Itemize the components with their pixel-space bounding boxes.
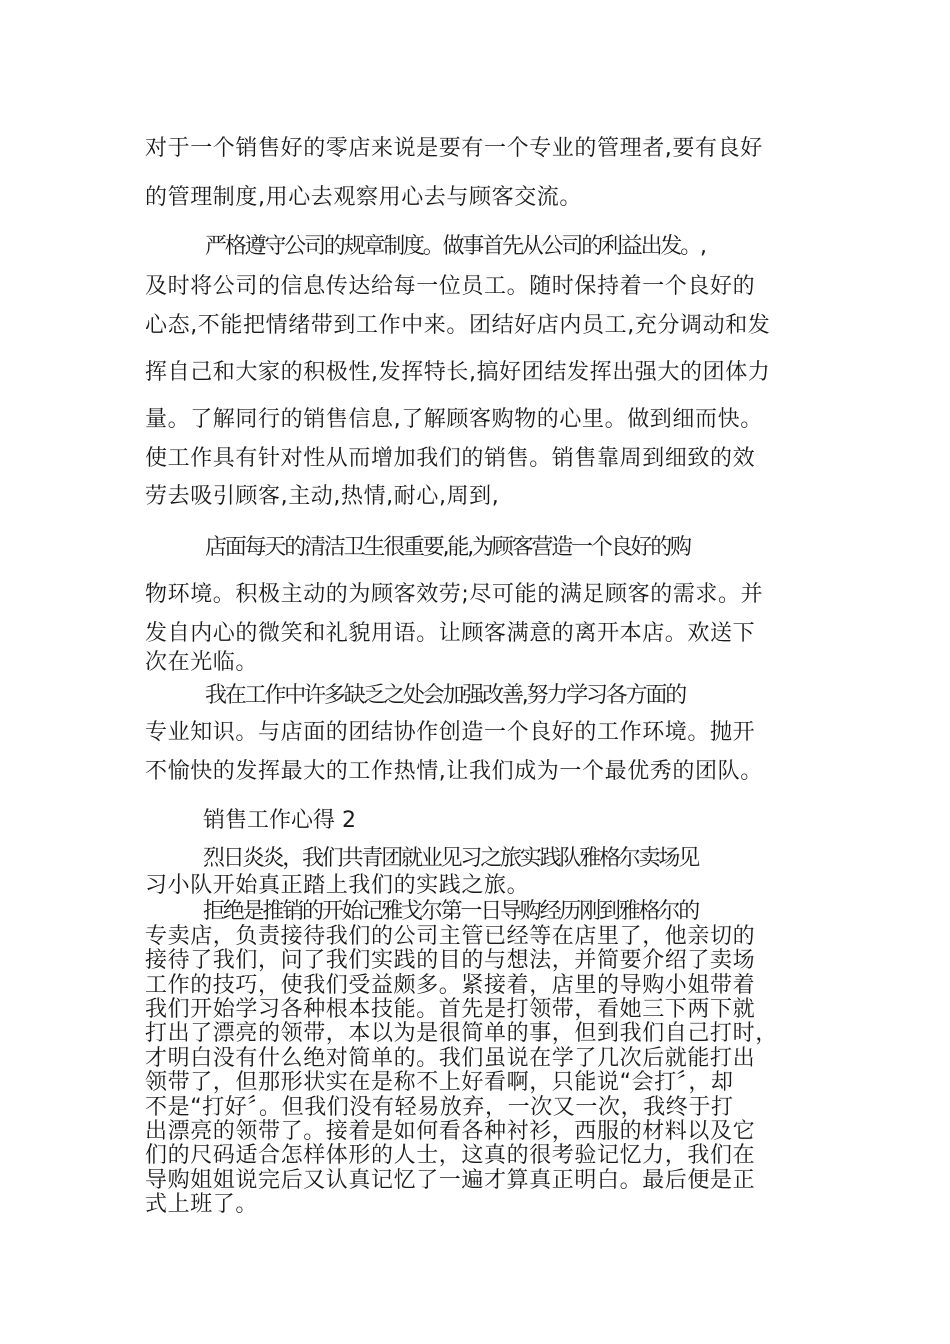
paragraph-3-line-4: 次在光临。 <box>145 650 259 675</box>
paragraph-6-line-7: 才明白没有什么绝对简单的。我们虽说在学了几次后就能打出 <box>145 1046 756 1071</box>
paragraph-2-line-6: 使工作具有针对性从而增加我们的销售。销售靠周到细致的效 <box>145 446 756 471</box>
paragraph-6-line-9: 不是“打好〞。但我们没有轻易放弃，一次又一次，我终于打 <box>145 1095 734 1120</box>
paragraph-6-line-1: 拒绝是推销的开始记雅戈尔第一日导购经历刚到雅格尔的 <box>203 899 699 924</box>
paragraph-2-line-3: 心态,不能把情绪带到工作中来。团结好店内员工,充分调动和发 <box>145 313 771 338</box>
paragraph-2-line-1: 严格遵守公司的规章制度。做事首先从公司的利益出发。, <box>205 234 705 259</box>
paragraph-5-line-2: 习小队开始真正踏上我们的实践之旅。 <box>145 873 530 898</box>
paragraph-1-line-2: 的管理制度,用心去观察用心去与顾客交流。 <box>145 185 582 210</box>
paragraph-6-line-13: 式上班了。 <box>145 1192 259 1217</box>
paragraph-6-line-8: 领带了，但那形状实在是称不上好看啊，只能说“会打〞，却 <box>145 1070 734 1095</box>
paragraph-4-line-3: 不愉快的发挥最大的工作热情,让我们成为一个最优秀的团队。 <box>145 759 763 784</box>
paragraph-2-line-2: 及时将公司的信息传达给每一位员工。随时保持着一个良好的 <box>145 274 756 299</box>
paragraph-6-line-3: 接待了我们，问了我们实践的目的与想法，并简要介绍了卖场 <box>145 948 756 973</box>
paragraph-3-line-1: 店面每天的清洁卫生很重要,能,为顾客营造一个良好的购 <box>205 535 690 560</box>
section-heading: 销售工作心得 2 <box>203 808 356 833</box>
paragraph-6-line-11: 们的尺码适合怎样体形的人士，这真的很考验记忆力，我们在 <box>145 1143 756 1168</box>
paragraph-6-line-2: 专卖店，负责接待我们的公司主管已经等在店里了，他亲切的 <box>145 924 756 949</box>
paragraph-6-line-12: 导购姐姐说完后又认真记忆了一遍才算真正明白。最后便是正 <box>145 1168 756 1193</box>
paragraph-4-line-1: 我在工作中许多缺乏之处会加强改善,努力学习各方面的 <box>205 683 685 708</box>
paragraph-6-line-5: 我们开始学习各种根本技能。首先是打领带，看她三下两下就 <box>145 997 756 1022</box>
paragraph-4-line-2: 专业知识。与店面的团结协作创造一个良好的工作环境。抛开 <box>145 720 756 745</box>
paragraph-6-line-10: 出漂亮的领带了。接着是如何看各种衬衫，西服的材料以及它 <box>145 1119 756 1144</box>
paragraph-2-line-5: 量。了解同行的销售信息,了解顾客购物的心里。做到细而快。 <box>145 407 763 432</box>
paragraph-3-line-2: 物环境。积极主动的为顾客效劳;尽可能的满足顾客的需求。并 <box>145 582 764 607</box>
paragraph-5-line-1: 烈日炎炎，我们共青团就业见习之旅实践队雅格尔卖场见 <box>203 846 699 871</box>
paragraph-2-line-7: 劳去吸引顾客,主动,热情,耐心,周到, <box>145 484 500 509</box>
paragraph-6-line-4: 工作的技巧，使我们受益颇多。紧接着，店里的导购小姐带着 <box>145 973 756 998</box>
paragraph-2-line-4: 挥自己和大家的积极性,发挥特长,搞好团结发挥出强大的团体力 <box>145 360 771 385</box>
paragraph-6-line-6: 打出了漂亮的领带，本以为是很简单的事，但到我们自己打时， <box>145 1021 778 1046</box>
paragraph-3-line-3: 发自内心的微笑和礼貌用语。让顾客满意的离开本店。欢送下 <box>145 621 756 646</box>
paragraph-1-line-1: 对于一个销售好的零店来说是要有一个专业的管理者,要有良好 <box>145 136 763 161</box>
